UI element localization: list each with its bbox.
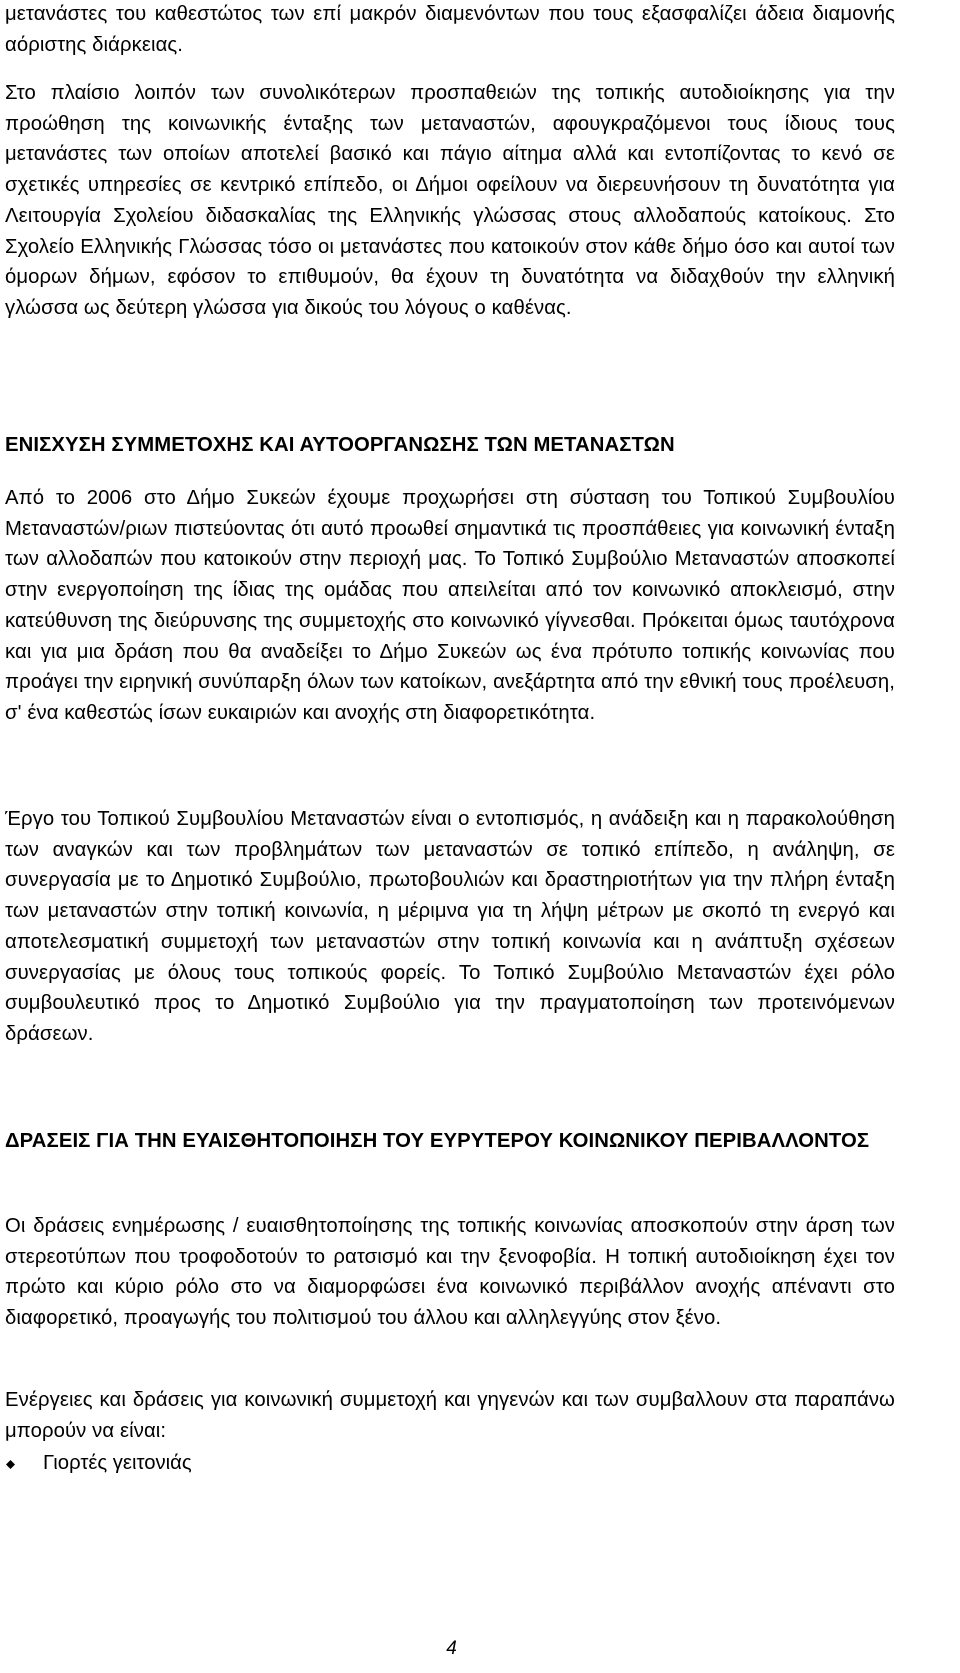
paragraph-actions-intro: Ενέργειες και δράσεις για κοινωνική συμμετοχή και γηγενών και των συμβαλλουν στα παραπάνω μπορούν να είναι: <box>5 1389 895 1442</box>
list-item-label: Γιορτές γειτονιάς <box>43 1452 192 1474</box>
diamond-bullet-icon <box>6 1460 15 1469</box>
section-heading-awareness: ΔΡΑΣΕΙΣ ΓΙΑ ΤΗΝ ΕΥΑΙΣΘΗΤΟΠΟΙΗΣΗ ΤΟΥ ΕΥΡΥΤΕΡΟΥ ΚΟΙΝΩΝΙΚΟΥ ΠΕΡΙΒΑΛΛΟΝΤΟΣ <box>5 1130 870 1152</box>
paragraph-council-role: Έργο του Τοπικού Συμβουλίου Μεταναστών είναι ο εντοπισμός, η ανάδειξη και η παρακολούθηση των αναγκών και των προβλημάτων των μεταναστών σε τοπικό επίπεδο, η ανάληψη, σε συνεργασία με το Δημοτικό Συμβούλιο, πρωτοβουλιών και δραστηριοτήτων για την πλήρη ένταξη των μεταναστών στην τοπική κοινωνία, η μέριμνα για τη λήψη μέτρων με σκοπό τη ενεργό και αποτελεσματική συμμετοχή των μεταναστών στην τοπική κοινωνία και η ανάπτυξη σχέσεων συνεργασίας με όλους τους τοπικούς φορείς. Το Τοπικό Συμβούλιο Μεταναστών έχει ρόλο συμβουλευτικό προς το Δημοτικό Συμβούλιο για την πραγματοποίηση των προτεινόμενων δράσεων. <box>5 808 895 1045</box>
paragraph-continued: μετανάστες του καθεστώτος των επί μακρόν διαμενόντων που τους εξασφαλίζει άδεια διαμονής αόριστης διάρκειας. <box>5 3 895 56</box>
section-heading-participation: ΕΝΙΣΧΥΣΗ ΣΥΜΜΕΤΟΧΗΣ ΚΑΙ ΑΥΤΟΟΡΓΑΝΩΣΗΣ ΤΩΝ ΜΕΤΑΝΑΣΤΩΝ <box>5 434 675 456</box>
paragraph-local-council: Από το 2006 στο Δήμο Συκεών έχουμε προχωρήσει στη σύσταση του Τοπικού Συμβουλίου Μεταναστών/ριων πιστεύοντας ότι αυτό προωθεί σημαντικά τις προσπάθειες για κοινωνική ένταξη των αλλοδαπών που κατοικούν στην περιοχή μας. Το Τοπικό Συμβούλιο Μεταναστών αποσκοπεί στην ενεργοποίηση της ίδιας της ομάδας που απειλείται από τον κοινωνικό αποκλεισμό, στην κατεύθυνση της διεύρυνσης της συμμετοχής στο κοινωνικό γίγνεσθαι. Πρόκειται όμως ταυτόχρονα και για μια δράση που θα αναδείξει το Δήμο Συκεών ως ένα πρότυπο τοπικής κοινωνίας που προάγει την ειρηνική συνύπαρξη όλων των κατοίκων, ανεξάρτητα από την εθνική τους προέλευση, σ' ένα καθεστώς ίσων ευκαιριών και ανοχής στη διαφορετικότητα. <box>5 487 895 724</box>
paragraph-greek-school: Στο πλαίσιο λοιπόν των συνολικότερων προσπαθειών της τοπικής αυτοδιοίκησης για την προώθηση της κοινωνικής ένταξης των μεταναστών, αφουγκραζόμενοι τους ίδιους τους μετανάστες των οποίων αποτελεί βασικό και πάγιο αίτημα αλλά και εντοπίζοντας το κενό σε σχετικές υπηρεσίες σε κεντρικό επίπεδο, οι Δήμοι οφείλουν να διερευνήσουν τη δυνατότητα για Λειτουργία Σχολείου διδασκαλίας της Ελληνικής γλώσσας στους αλλοδαπούς κατοίκους. Στο Σχολείο Ελληνικής Γλώσσας τόσο οι μετανάστες που κατοικούν στον κάθε δήμο όσο και αυτοί των όμορων δήμων, εφόσον το επιθυμούν, θα έχουν τη δυνατότητα να διδαχθούν την ελληνική γλώσσα ως δεύτερη γλώσσα για δικούς του λόγους ο καθένας. <box>5 82 895 319</box>
paragraph-awareness-actions: Οι δράσεις ενημέρωσης / ευαισθητοποίησης της τοπικής κοινωνίας αποσκοπούν στην άρση των στερεοτύπων που τροφοδοτούν το ρατσισμό και την ξενοφοβία. Η τοπική αυτοδιοίκηση έχει τον πρώτο και κύριο ρόλο στο να διαμορφώσει ένα κοινωνικό περιβάλλον ανοχής απέναντι στο διαφορετικό, προαγωγής του πολιτισμού του άλλου και αλληλεγγύης στον ξένο. <box>5 1215 895 1330</box>
list-item <box>5 1448 895 1479</box>
page-number: 4 <box>446 1638 457 1659</box>
